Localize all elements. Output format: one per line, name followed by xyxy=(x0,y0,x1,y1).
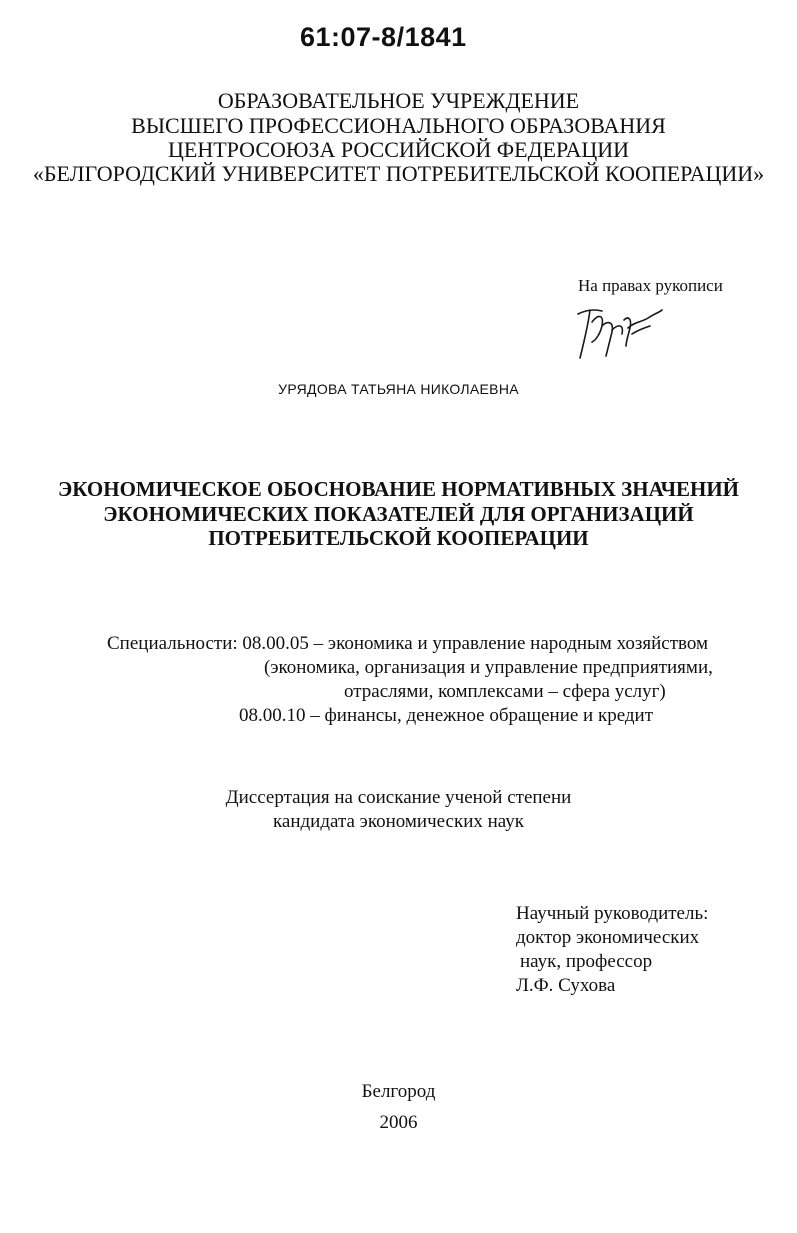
title-line-1: ЭКОНОМИЧЕСКОЕ ОБОСНОВАНИЕ НОРМАТИВНЫХ ЗНАЧЕНИЙ xyxy=(57,477,740,501)
city: Белгород xyxy=(361,1081,436,1102)
institution-line-2: ВЫСШЕГО ПРОФЕССИОНАЛЬНОГО ОБРАЗОВАНИЯ xyxy=(131,113,666,138)
title-line-2: ЭКОНОМИЧЕСКИХ ПОКАЗАТЕЛЕЙ ДЛЯ ОРГАНИЗАЦИЙ xyxy=(103,502,694,526)
advisor-degree: доктор экономических xyxy=(516,927,700,948)
specialty-line-1: Специальности: 08.00.05 – экономика и управление народным хозяйством xyxy=(107,633,709,654)
advisor-name: Л.Ф. Сухова xyxy=(516,975,616,996)
dissertation-line-2: кандидата экономических наук xyxy=(272,811,525,832)
title-line-3: ПОТРЕБИТЕЛЬСКОЙ КООПЕРАЦИИ xyxy=(208,526,589,550)
advisor-title: наук, профессор xyxy=(520,951,653,972)
institution-line-3: ЦЕНТРОСОЮЗА РОССИЙСКОЙ ФЕДЕРАЦИИ xyxy=(168,137,629,162)
institution-line-4: «БЕЛГОРОДСКИЙ УНИВЕРСИТЕТ ПОТРЕБИТЕЛЬСКОЙ КООПЕРАЦИИ» xyxy=(32,161,765,186)
handwritten-signature xyxy=(572,300,664,362)
year: 2006 xyxy=(379,1112,418,1133)
specialty-line-2: (экономика, организация и управление предприятиями, xyxy=(264,657,713,678)
advisor-label: Научный руководитель: xyxy=(516,903,709,924)
catalog-number: 61:07-8/1841 xyxy=(300,22,467,52)
manuscript-note: На правах рукописи xyxy=(578,276,723,295)
author-name: УРЯДОВА ТАТЬЯНА НИКОЛАЕВНА xyxy=(278,381,519,397)
specialty-line-3: отраслями, комплексами – сфера услуг) xyxy=(344,681,666,702)
institution-line-1: ОБРАЗОВАТЕЛЬНОЕ УЧРЕЖДЕНИЕ xyxy=(217,88,580,113)
specialty-line-4: 08.00.10 – финансы, денежное обращение и кредит xyxy=(239,705,654,726)
dissertation-line-1: Диссертация на соискание ученой степени xyxy=(225,787,572,808)
